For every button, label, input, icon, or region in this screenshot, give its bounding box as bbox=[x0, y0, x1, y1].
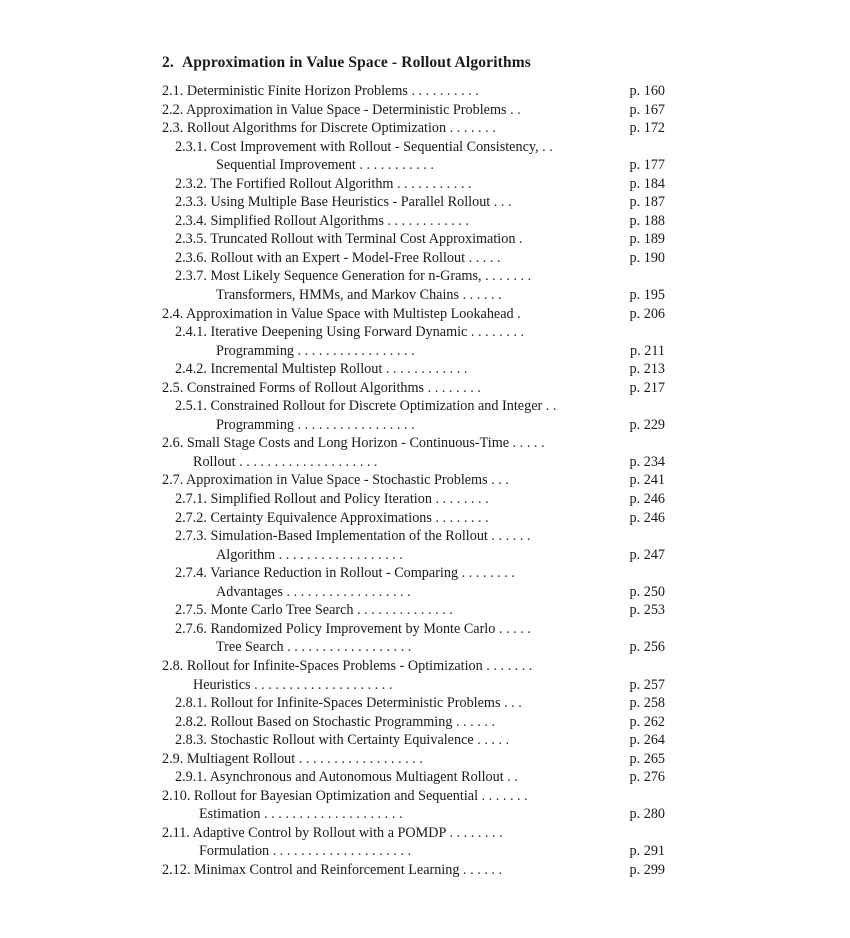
section-title: Asynchronous and Autonomous Multiagent Rollout bbox=[209, 769, 504, 786]
toc-entry bbox=[162, 434, 665, 453]
toc-entry bbox=[162, 750, 665, 769]
page-number: p. 229 bbox=[629, 416, 665, 433]
section-title: Programming bbox=[216, 342, 295, 359]
section-title: Approximation in Value Space with Multistep Lookahead bbox=[186, 305, 514, 322]
page-number: p. 253 bbox=[629, 602, 665, 619]
toc-entry-continuation bbox=[162, 583, 665, 602]
section-title: Simplified Rollout and Policy Iteration bbox=[210, 491, 432, 508]
leader-dots: . . . . . . . . . . . . . . bbox=[353, 602, 453, 619]
section-number: 2.7.4. bbox=[175, 565, 207, 582]
leader-dots: . . . . . . . bbox=[478, 787, 528, 804]
leader-dots: . . . . . . . . . . . . . . . . . . bbox=[295, 750, 423, 767]
section-title: Approximation in Value Space - Stochastic Problems bbox=[186, 472, 488, 489]
section-number: 2.8.2. bbox=[175, 713, 207, 730]
toc-entry bbox=[162, 509, 665, 528]
section-number: 2.7. bbox=[162, 472, 184, 489]
page-number: p. 247 bbox=[629, 546, 665, 563]
toc-entry bbox=[162, 490, 665, 509]
leader-dots: . . . . . . . . . . bbox=[407, 83, 479, 99]
section-number: 2.3.6. bbox=[175, 249, 207, 266]
leader-dots: . bbox=[513, 305, 521, 322]
toc-entry-continuation bbox=[162, 156, 665, 175]
section-number: 2.3.1. bbox=[175, 138, 207, 155]
section-title: Variance Reduction in Rollout - Comparing bbox=[210, 565, 459, 582]
section-number: 2.7.3. bbox=[175, 528, 207, 545]
chapter-title bbox=[162, 54, 531, 72]
toc-entry bbox=[162, 82, 665, 101]
leader-dots: . . . bbox=[490, 194, 512, 211]
leader-dots: . . . . . . . . . . . . . . . . . . . . bbox=[260, 806, 403, 823]
page-number: p. 299 bbox=[629, 861, 665, 878]
section-number: 2.8.1. bbox=[175, 695, 207, 712]
toc-entry bbox=[162, 824, 665, 843]
section-title: Simplified Rollout Algorithms bbox=[210, 212, 384, 229]
toc-entry-continuation bbox=[162, 676, 665, 695]
toc-entry bbox=[162, 787, 665, 806]
page-number: p. 234 bbox=[629, 453, 665, 470]
section-title: Incremental Multistep Rollout bbox=[210, 361, 383, 378]
section-title: Minimax Control and Reinforcement Learning bbox=[193, 861, 460, 878]
section-number: 2.4. bbox=[162, 305, 184, 322]
section-number: 2.5. bbox=[162, 379, 184, 396]
page-number: p. 172 bbox=[629, 120, 665, 137]
page-number: p. 177 bbox=[629, 157, 665, 174]
section-title: Rollout Based on Stochastic Programming bbox=[210, 713, 453, 730]
toc-entry bbox=[162, 119, 665, 138]
section-title: Heuristics bbox=[193, 676, 251, 693]
section-number: 2.2. bbox=[162, 101, 184, 118]
page-number: p. 160 bbox=[629, 83, 665, 99]
leader-dots: . . . . . . bbox=[459, 861, 503, 878]
leader-dots: . . . . . . . . . . . . . . . . . . bbox=[282, 583, 411, 600]
toc-entry-continuation bbox=[162, 805, 665, 824]
section-title: Rollout with an Expert - Model-Free Rollout bbox=[210, 249, 466, 266]
section-number: 2.9. bbox=[162, 750, 184, 767]
page-number: p. 246 bbox=[629, 509, 665, 526]
leader-dots: . . . . . . . bbox=[482, 657, 533, 674]
section-title: Most Likely Sequence Generation for n-Grams, bbox=[210, 268, 482, 285]
section-title: Using Multiple Base Heuristics - Parallel Rollout bbox=[210, 194, 491, 211]
section-number: 2.3.4. bbox=[175, 212, 207, 229]
table-of-contents bbox=[162, 82, 665, 880]
toc-entry bbox=[162, 138, 665, 157]
section-title: Tree Search bbox=[216, 639, 284, 656]
section-number: 2.10. bbox=[162, 787, 191, 804]
section-number: 2.6. bbox=[162, 435, 184, 452]
leader-dots: . bbox=[515, 231, 523, 248]
leader-dots: . . bbox=[506, 101, 521, 118]
section-title: Programming bbox=[216, 416, 295, 433]
leader-dots: . . . . . . bbox=[459, 287, 502, 304]
chapter-title-text: Approximation in Value Space - Rollout Algorithms bbox=[182, 54, 531, 71]
leader-dots: . . . . . . . . . . . . . . . . . . bbox=[275, 546, 403, 563]
section-title: Small Stage Costs and Long Horizon - Continuous-Time bbox=[186, 435, 510, 452]
section-title: Algorithm bbox=[216, 546, 276, 563]
leader-dots: . . . . . . . bbox=[446, 120, 496, 137]
section-title: Iterative Deepening Using Forward Dynamic bbox=[210, 324, 468, 341]
leader-dots: . . . . . . . . bbox=[445, 824, 503, 841]
section-number: 2.3.7. bbox=[175, 268, 207, 285]
page-number: p. 190 bbox=[629, 249, 665, 266]
toc-entry-continuation bbox=[162, 416, 665, 435]
section-title: Rollout for Bayesian Optimization and Sequential bbox=[193, 787, 479, 804]
section-title: Approximation in Value Space - Deterministic Problems bbox=[186, 101, 507, 118]
leader-dots: . . . . . . . . . . . . . . . . . bbox=[294, 342, 415, 359]
page-number: p. 195 bbox=[629, 287, 665, 304]
toc-entry bbox=[162, 471, 665, 490]
section-title: Constrained Forms of Rollout Algorithms bbox=[186, 379, 425, 396]
toc-entry bbox=[162, 305, 665, 324]
section-title: Rollout Algorithms for Discrete Optimization bbox=[186, 120, 447, 137]
section-title: Deterministic Finite Horizon Problems bbox=[186, 83, 408, 99]
toc-entry bbox=[162, 601, 665, 620]
section-title: Adaptive Control by Rollout with a POMDP bbox=[192, 824, 446, 841]
section-number: 2.5.1. bbox=[175, 398, 207, 415]
section-number: 2.8. bbox=[162, 657, 184, 674]
section-title: Certainty Equivalence Approximations bbox=[210, 509, 432, 526]
section-title: Constrained Rollout for Discrete Optimization and Integer bbox=[210, 398, 543, 415]
toc-entry bbox=[162, 731, 665, 750]
page-number: p. 291 bbox=[629, 843, 665, 860]
leader-dots: . . . . . bbox=[465, 249, 501, 266]
section-number: 2.7.5. bbox=[175, 602, 207, 619]
section-title: Cost Improvement with Rollout - Sequential Consistency, bbox=[210, 138, 539, 155]
section-title: Simulation-Based Implementation of the Rollout bbox=[210, 528, 488, 545]
toc-entry bbox=[162, 193, 665, 212]
toc-entry-continuation bbox=[162, 342, 665, 361]
leader-dots: . . . bbox=[487, 472, 509, 489]
page-number: p. 188 bbox=[629, 212, 665, 229]
page-number: p. 187 bbox=[629, 194, 665, 211]
section-title: The Fortified Rollout Algorithm bbox=[210, 175, 394, 192]
section-number: 2.7.1. bbox=[175, 491, 207, 508]
section-number: 2.12. bbox=[162, 861, 191, 878]
chapter-number: 2. bbox=[162, 54, 174, 71]
toc-entry bbox=[162, 101, 665, 120]
toc-entry-continuation bbox=[162, 286, 665, 305]
toc-entry bbox=[162, 564, 665, 583]
section-title: Advantages bbox=[216, 583, 283, 600]
section-title: Stochastic Rollout with Certainty Equivalence bbox=[210, 732, 474, 749]
leader-dots: . . . . . . . . bbox=[431, 509, 489, 526]
section-number: 2.4.1. bbox=[175, 324, 207, 341]
leader-dots: . . . . . . bbox=[452, 713, 495, 730]
toc-entry bbox=[162, 620, 665, 639]
leader-dots: . . . . . bbox=[495, 620, 531, 637]
section-title: Multiagent Rollout bbox=[186, 750, 296, 767]
leader-dots: . . . . . . . . . . . . . . . . . . . . bbox=[235, 453, 378, 470]
leader-dots: . . . . . . . . . . . . . . . . . . . . bbox=[250, 676, 393, 693]
leader-dots: . . . . . . . . . . . . bbox=[382, 361, 468, 378]
section-number: 2.3. bbox=[162, 120, 184, 137]
section-number: 2.3.5. bbox=[175, 231, 207, 248]
toc-entry bbox=[162, 230, 665, 249]
leader-dots: . . . . . . . . bbox=[458, 565, 515, 582]
toc-entry bbox=[162, 323, 665, 342]
leader-dots: . . . bbox=[500, 695, 522, 712]
leader-dots: . . . . . . . . . . . . . . . . . bbox=[294, 416, 415, 433]
toc-entry bbox=[162, 713, 665, 732]
leader-dots: . . . . . . . . bbox=[424, 379, 481, 396]
page-number: p. 265 bbox=[629, 750, 665, 767]
page-number: p. 280 bbox=[629, 806, 665, 823]
toc-entry bbox=[162, 379, 665, 398]
leader-dots: . . . . . . . . bbox=[467, 324, 525, 341]
page-number: p. 258 bbox=[629, 695, 665, 712]
page-number: p. 206 bbox=[629, 305, 665, 322]
page-number: p. 184 bbox=[629, 175, 665, 192]
toc-entry-continuation bbox=[162, 638, 665, 657]
section-number: 2.11. bbox=[162, 824, 190, 841]
section-title: Rollout bbox=[193, 453, 236, 470]
section-number: 2.7.6. bbox=[175, 620, 207, 637]
section-title: Randomized Policy Improvement by Monte Carlo bbox=[210, 620, 496, 637]
toc-entry bbox=[162, 694, 665, 713]
page-number: p. 241 bbox=[629, 472, 665, 489]
leader-dots: . . . . . . bbox=[487, 528, 531, 545]
page-number: p. 189 bbox=[629, 231, 665, 248]
section-title: Formulation bbox=[199, 843, 270, 860]
leader-dots: . . bbox=[503, 769, 518, 786]
toc-entry bbox=[162, 267, 665, 286]
toc-entry bbox=[162, 212, 665, 231]
page-number: p. 167 bbox=[629, 101, 665, 118]
toc-entry bbox=[162, 175, 665, 194]
section-number: 2.4.2. bbox=[175, 361, 207, 378]
leader-dots: . . . . . . . . . . . . . . . . . . bbox=[283, 639, 412, 656]
toc-entry-continuation bbox=[162, 842, 665, 861]
leader-dots: . . . . . bbox=[509, 435, 545, 452]
leader-dots: . . . . . . . . . . . . bbox=[383, 212, 470, 229]
section-number: 2.1. bbox=[162, 83, 184, 99]
toc-entry bbox=[162, 657, 665, 676]
section-title: Estimation bbox=[199, 806, 261, 823]
section-number: 2.3.2. bbox=[175, 175, 207, 192]
toc-entry bbox=[162, 249, 665, 268]
section-number: 2.9.1. bbox=[175, 769, 207, 786]
page-number: p. 264 bbox=[629, 732, 665, 749]
leader-dots: . . . . . . . . . . . bbox=[393, 175, 472, 192]
page-number: p. 257 bbox=[629, 676, 665, 693]
leader-dots: . . bbox=[538, 138, 553, 155]
toc-entry bbox=[162, 360, 665, 379]
leader-dots: . . bbox=[542, 398, 557, 415]
page-number: p. 250 bbox=[629, 583, 665, 600]
leader-dots: . . . . . . . . . . . . . . . . . . . . bbox=[269, 843, 412, 860]
section-number: 2.3.3. bbox=[175, 194, 207, 211]
leader-dots: . . . . . . . . . . . bbox=[355, 157, 434, 174]
section-title: Rollout for Infinite-Spaces Deterministic Problems bbox=[210, 695, 501, 712]
leader-dots: . . . . . bbox=[473, 732, 510, 749]
section-title: Truncated Rollout with Terminal Cost Approximation bbox=[210, 231, 516, 248]
toc-entry bbox=[162, 527, 665, 546]
leader-dots: . . . . . . . bbox=[481, 268, 532, 285]
toc-entry bbox=[162, 397, 665, 416]
page-number: p. 262 bbox=[629, 713, 665, 730]
toc-entry-continuation bbox=[162, 453, 665, 472]
section-number: 2.8.3. bbox=[175, 732, 207, 749]
page-number: p. 213 bbox=[629, 361, 665, 378]
leader-dots: . . . . . . . . bbox=[431, 491, 489, 508]
page-number: p. 246 bbox=[629, 491, 665, 508]
section-title: Rollout for Infinite-Spaces Problems - Optimization bbox=[186, 657, 483, 674]
toc-entry bbox=[162, 861, 665, 880]
page-number: p. 217 bbox=[629, 379, 665, 396]
page-number: p. 256 bbox=[629, 639, 665, 656]
page-number: p. 276 bbox=[629, 769, 665, 786]
section-title: Sequential Improvement bbox=[216, 157, 356, 174]
page-number: p. 211 bbox=[630, 342, 665, 359]
section-title: Monte Carlo Tree Search bbox=[210, 602, 354, 619]
section-title: Transformers, HMMs, and Markov Chains bbox=[216, 287, 460, 304]
toc-entry-continuation bbox=[162, 546, 665, 565]
section-number: 2.7.2. bbox=[175, 509, 207, 526]
toc-entry bbox=[162, 768, 665, 787]
